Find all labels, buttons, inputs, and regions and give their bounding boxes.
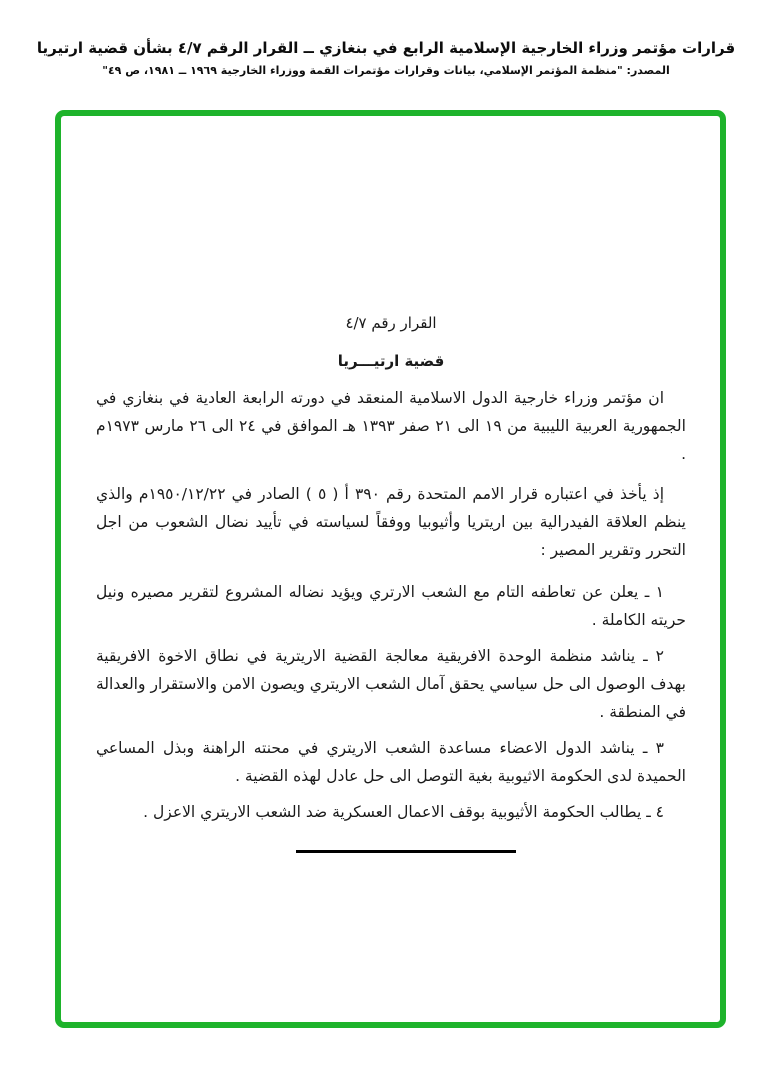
document-body: [96, 116, 686, 853]
preamble-paragraph-2: إذ يأخذ في اعتباره قرار الامم المتحدة رقم ٣٩٠ أ ( ٥ ) الصادر في ١٩٥٠/١٢/٢٢م والذي ينظم العلاقة الفيدرالية بين اريتريا وأثيوبيا ووفقاً لسياسته في تأييد نضال الشعوب من اجل التحرر وتقرير المصير :: [96, 485, 686, 559]
resolution-subject-heading: قضية ارتيـــريا: [337, 352, 445, 370]
resolution-item-3: ٣ ـ يناشد الدول الاعضاء مساعدة الشعب الاريتري في محنته الراهنة وبذل المساعي الحميدة لدى الحكومة الاثيوبية بغية التوصل الى حل عادل لهذه القضية .: [96, 739, 686, 785]
header-source-line: المصدر: "منظمة المؤتمر الإسلامي، بيانات وقرارات مؤتمرات القمة ووزراء الخارجية ١٩٦٩ ــ ١٩٨١، ص ٤٩": [102, 64, 670, 77]
preamble-paragraph-1: ان مؤتمر وزراء خارجية الدول الاسلامية المنعقد في دورته الرابعة العادية في بنغازي في الجمهورية العربية الليبية من ١٩ الى ٢١ صفر ١٣٩٣ هـ الموافق في ٢٤ الى ٢٦ مارس ١٩٧٣م .: [96, 389, 686, 463]
resolution-item-2: ٢ ـ يناشد منظمة الوحدة الافريقية معالجة القضية الاريترية في نطاق الاخوة الافريقية بهدف الوصول الى حل سياسي يحقق آمال الشعب الاريتري ويصون الامن والاستقرار والعدالة في المنطقة .: [96, 647, 686, 721]
header-title: قرارات مؤتمر وزراء الخارجية الإسلامية الرابع في بنغازي ــ القرار الرقم ٤/٧ بشأن قضية ارتيريا: [36, 39, 736, 57]
resolution-number-heading: القرار رقم ٤/٧: [345, 314, 437, 332]
resolution-item-4: ٤ ـ يطالب الحكومة الأثيوبية بوقف الاعمال العسكرية ضد الشعب الاريتري الاعزل .: [143, 803, 664, 821]
green-border-frame: [55, 110, 726, 1028]
end-divider-line: [296, 850, 516, 853]
document-header: [0, 36, 772, 77]
resolution-item-1: ١ ـ يعلن عن تعاطفه التام مع الشعب الارتري ويؤيد نضاله المشروع لتقرير مصيره ونيل حريته الكاملة .: [96, 583, 686, 629]
